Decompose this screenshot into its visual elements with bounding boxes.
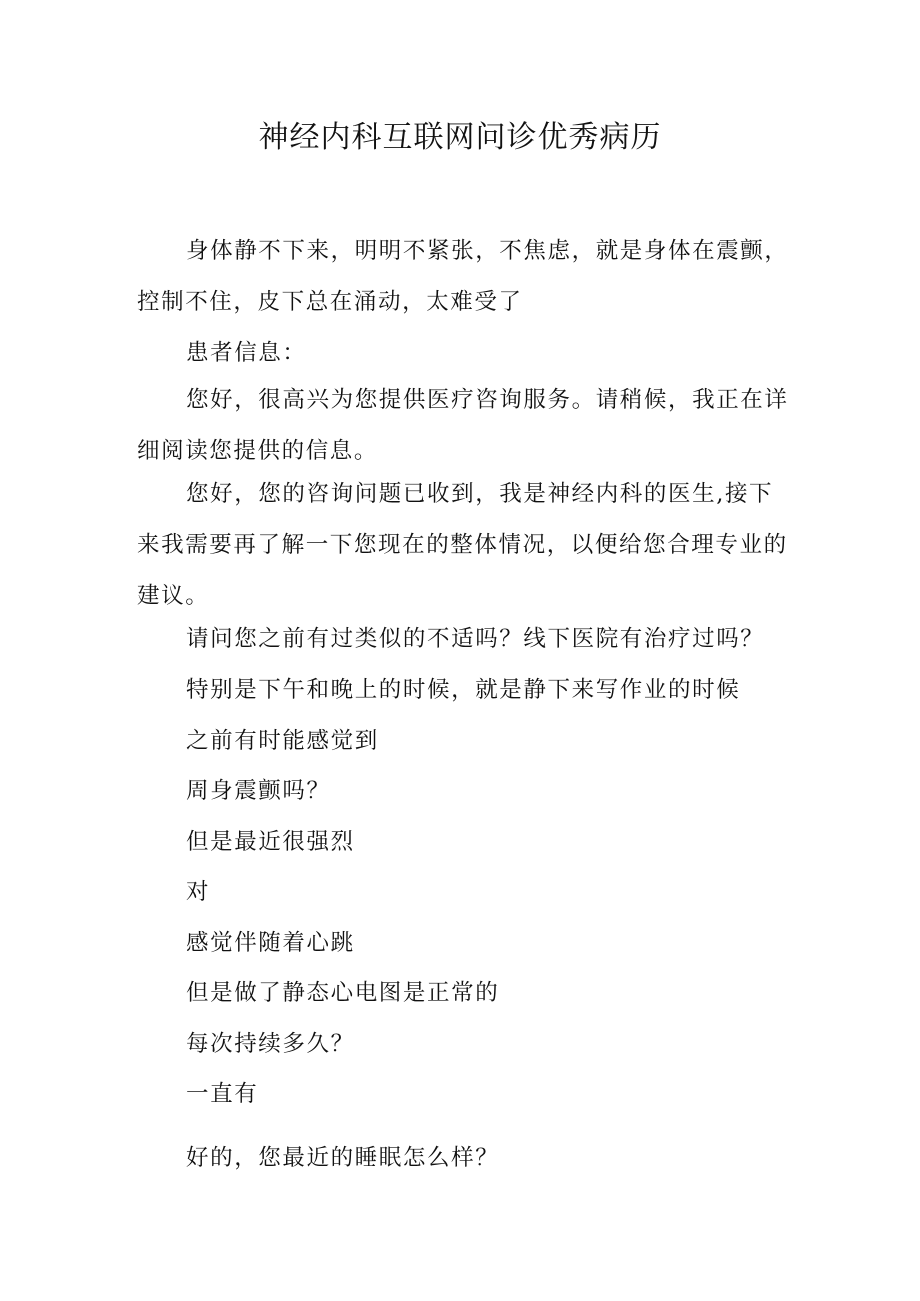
paragraph-answer-yes: 对 bbox=[186, 879, 211, 905]
page-title: 神经内科互联网问诊优秀病历 bbox=[258, 120, 662, 155]
paragraph-answer-before: 之前有时能感觉到 bbox=[186, 728, 379, 754]
paragraph-answer-recent: 但是最近很强烈 bbox=[186, 829, 355, 855]
paragraph-question-sleep: 好的，您最近的睡眠怎么样？ bbox=[186, 1145, 500, 1171]
paragraph-question-history: 请问您之前有过类似的不适吗？线下医院有治疗过吗？ bbox=[186, 626, 765, 652]
paragraph-complaint: 身体静不下来，明明不紧张，不焦虑，就是身体在震颤，控制不住，皮下总在涌动，太难受了 bbox=[137, 238, 789, 315]
paragraph-patient-info: 患者信息： bbox=[186, 340, 307, 366]
paragraph-answer-time: 特别是下午和晚上的时候，就是静下来写作业的时候 bbox=[186, 677, 741, 703]
paragraph-answer-heartbeat: 感觉伴随着心跳 bbox=[186, 930, 355, 956]
paragraph-answer-ecg: 但是做了静态心电图是正常的 bbox=[186, 980, 500, 1006]
paragraph-question-duration: 每次持续多久？ bbox=[186, 1031, 355, 1057]
paragraph-doctor-intro: 您好，您的咨询问题已收到，我是神经内科的医生,接下来我需要再了解一下您现在的整体情况，以便给您合理专业的建议。 bbox=[137, 481, 788, 609]
paragraph-greeting: 您好，很高兴为您提供医疗咨询服务。请稍候，我正在详细阅读您提供的信息。 bbox=[137, 387, 789, 464]
paragraph-question-tremor: 周身震颤吗？ bbox=[186, 778, 331, 804]
paragraph-answer-always: 一直有 bbox=[186, 1081, 259, 1107]
